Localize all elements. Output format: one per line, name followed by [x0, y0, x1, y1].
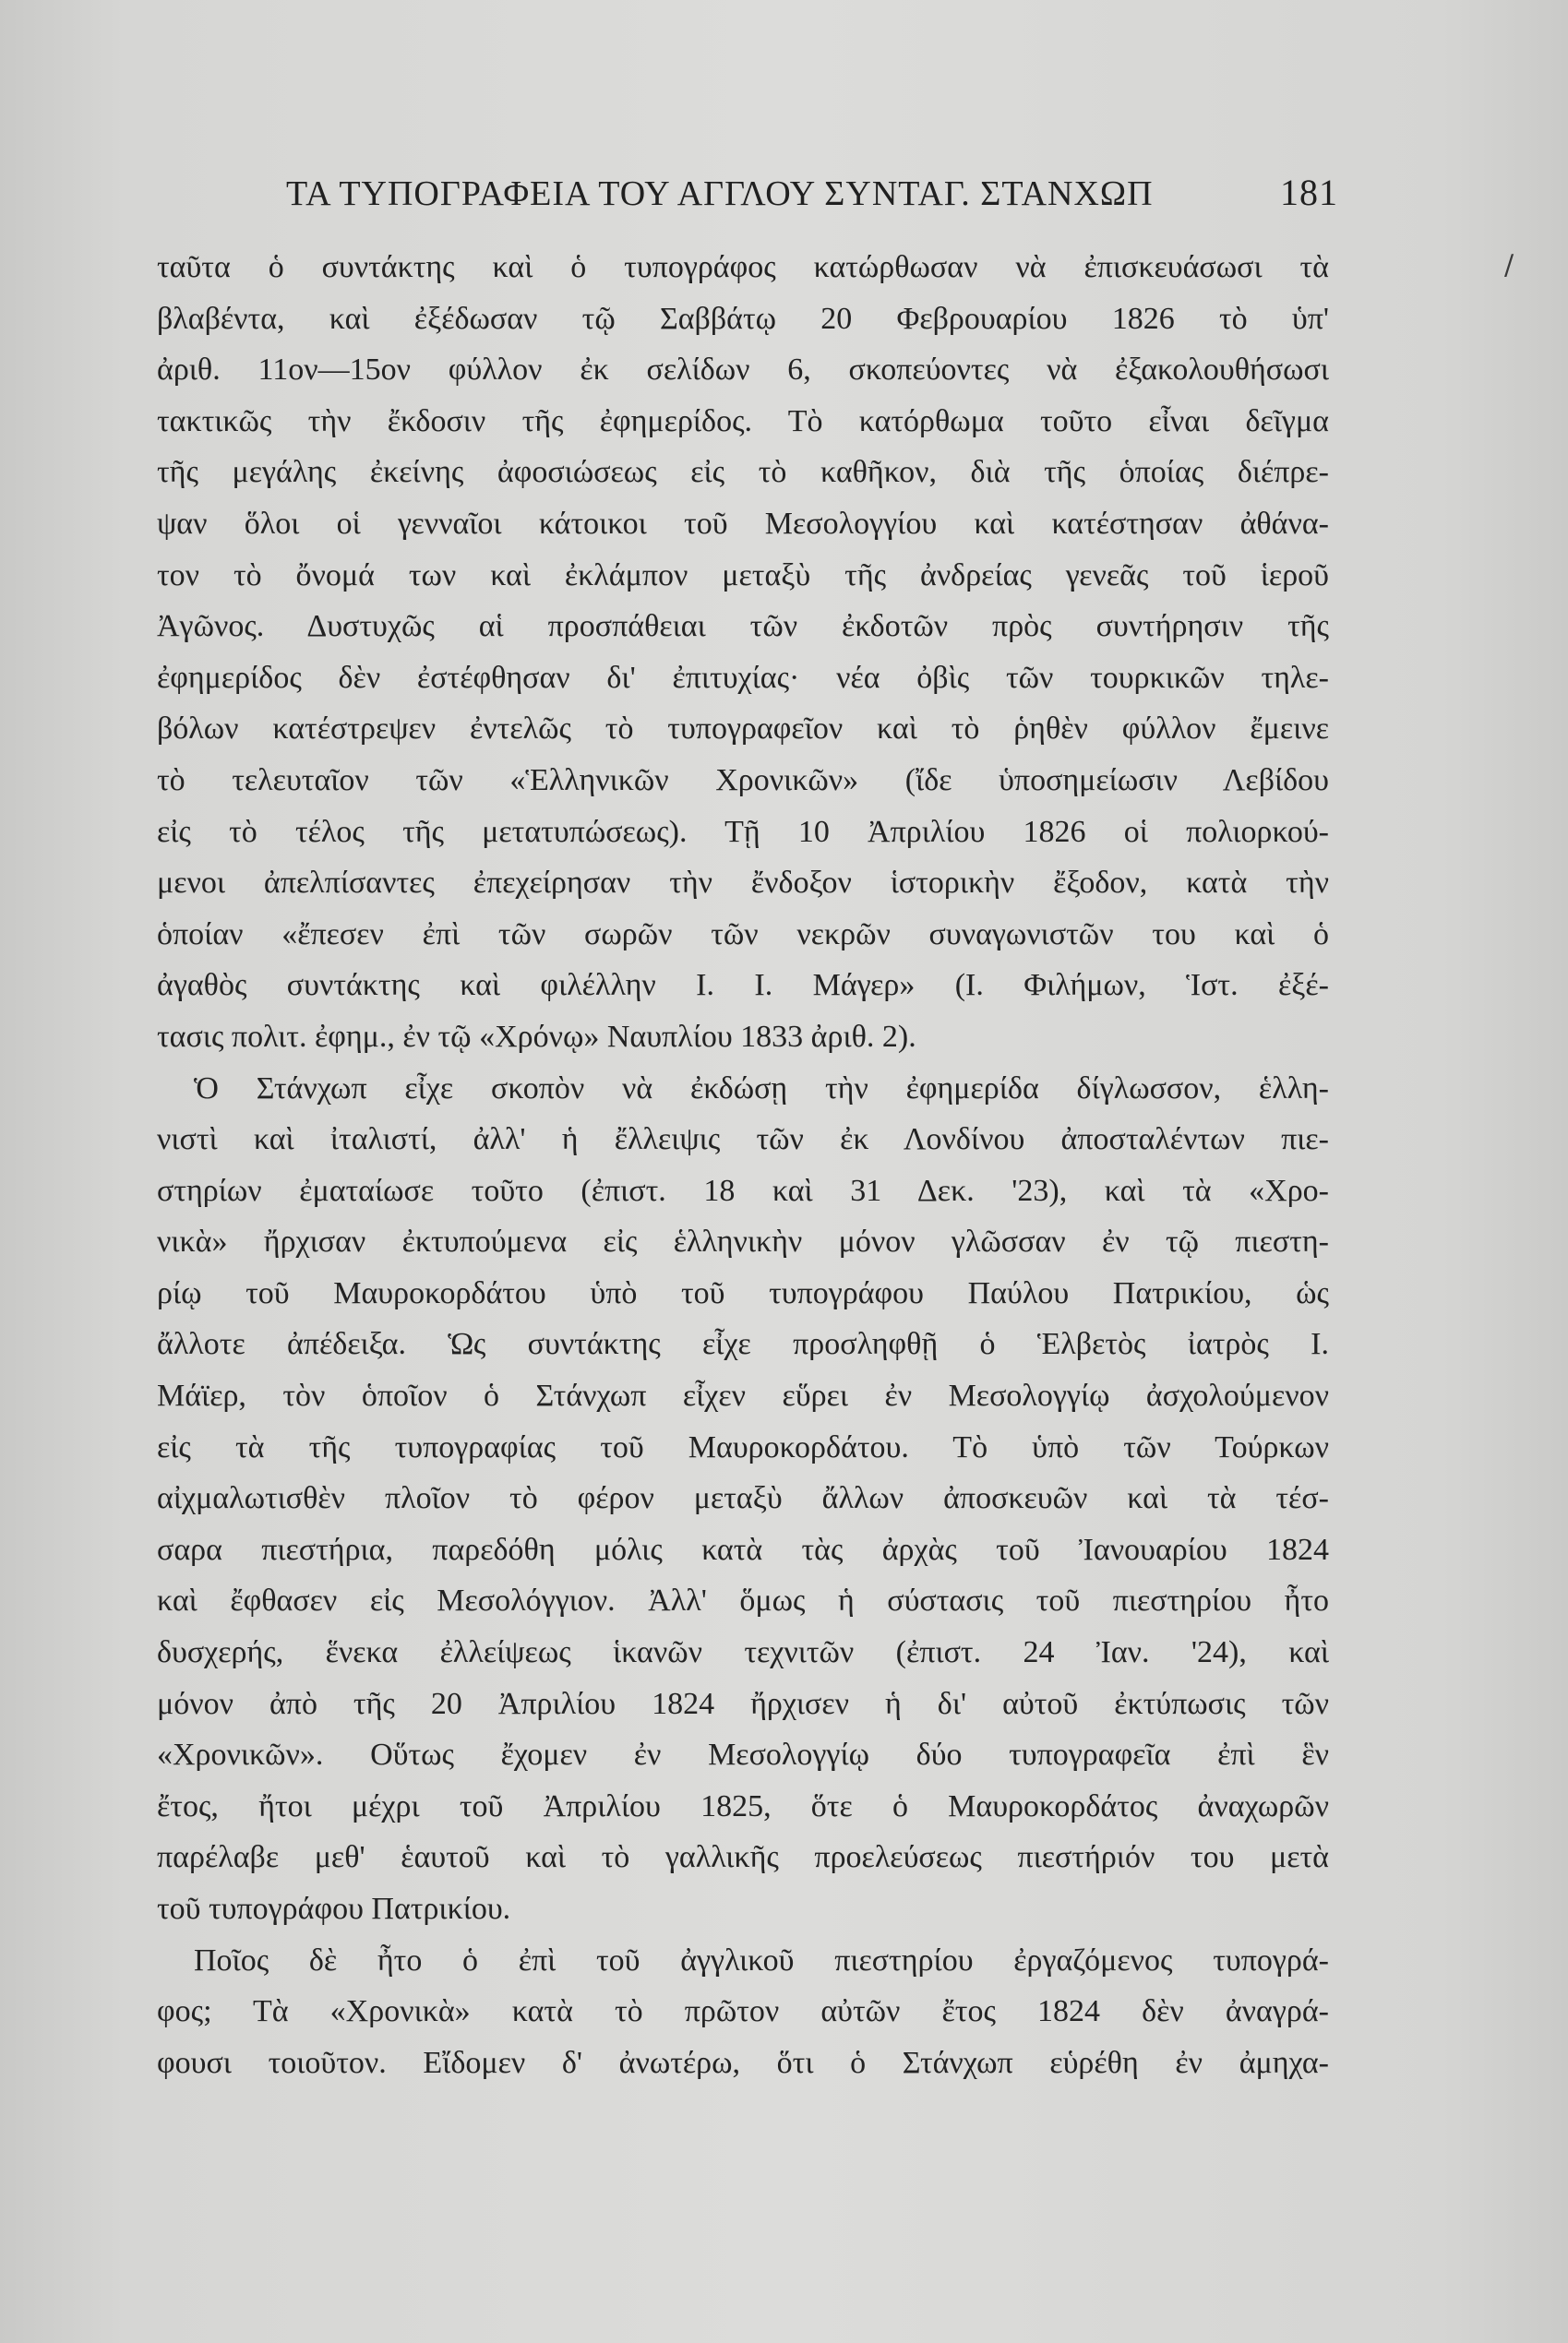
- text-line: Ποῖος δὲ ἦτο ὁ ἐπὶ τοῦ ἀγγλικοῦ πιεστηρίου ἐργαζόμενος τυπογρά-: [194, 1943, 1329, 1978]
- text-line: ἐφημερίδος δὲν ἐστέφθησαν δι' ἐπιτυχίας· νέα ὀβὶς τῶν τουρκικῶν τηλε-: [157, 660, 1329, 695]
- text-line: ρίῳ τοῦ Μαυροκορδάτου ὑπὸ τοῦ τυπογράφου Παύλου Πατρικίου, ὡς: [157, 1275, 1329, 1310]
- text-line: Ἀγῶνος. Δυστυχῶς αἱ προσπάθειαι τῶν ἐκδοτῶν πρὸς συντήρησιν τῆς: [157, 609, 1329, 644]
- text-line: «Χρονικῶν». Οὕτως ἔχομεν ἐν Μεσολογγίῳ δύο τυπογραφεῖα ἐπὶ ἓν: [157, 1738, 1329, 1773]
- text-line: εἰς τὰ τῆς τυπογραφίας τοῦ Μαυροκορδάτου. Τὸ ὑπὸ τῶν Τούρκων: [157, 1429, 1329, 1464]
- text-line: ψαν ὅλοι οἱ γενναῖοι κάτοικοι τοῦ Μεσολογγίου καὶ κατέστησαν ἀθάνα-: [157, 506, 1329, 541]
- text-line: νιστὶ καὶ ἰταλιστί, ἀλλ' ἡ ἔλλειψις τῶν ἐκ Λονδίνου ἀποσταλέντων πιε-: [157, 1122, 1329, 1157]
- text-line: ἔτος, ἤτοι μέχρι τοῦ Ἀπριλίου 1825, ὅτε ὁ Μαυροκορδάτος ἀναχωρῶν: [157, 1788, 1329, 1823]
- text-line: ὁποίαν «ἔπεσεν ἐπὶ τῶν σωρῶν τῶν νεκρῶν συναγωνιστῶν του καὶ ὁ: [157, 916, 1329, 951]
- body-text: [157, 242, 1329, 2088]
- margin-mark: /: [1504, 249, 1514, 281]
- text-line: βόλων κατέστρεψεν ἐντελῶς τὸ τυπογραφεῖον καὶ τὸ ῥηθὲν φύλλον ἔμεινε: [157, 711, 1329, 747]
- text-line: Μάϊερ, τὸν ὁποῖον ὁ Στάνχωπ εἶχεν εὕρει ἐν Μεσολογγίῳ ἀσχολούμενον: [157, 1379, 1329, 1414]
- text-line: τῆς μεγάλης ἐκείνης ἀφοσιώσεως εἰς τὸ καθῆκον, διὰ τῆς ὁποίας διέπρε-: [157, 455, 1329, 490]
- text-line: τὸ τελευταῖον τῶν «Ἑλληνικῶν Χρονικῶν» (ἴδε ὑποσημείωσιν Λεβίδου: [157, 762, 1329, 797]
- running-title: ΤΑ ΤΥΠΟΓΡΑΦΕΙΑ ΤΟΥ ΑΓΓΛΟΥ ΣΥΝΤΑΓ. ΣΤΑΝΧΩΠ: [286, 174, 1154, 213]
- running-header: [286, 171, 1338, 226]
- text-line: ταῦτα ὁ συντάκτης καὶ ὁ τυπογράφος κατώρθωσαν νὰ ἐπισκευάσωσι τὰ: [157, 250, 1329, 284]
- text-line: μενοι ἀπελπίσαντες ἐπεχείρησαν τὴν ἔνδοξον ἱστορικὴν ἔξοδον, κατὰ τὴν: [157, 866, 1329, 901]
- text-line: σαρα πιεστήρια, παρεδόθη μόλις κατὰ τὰς ἀρχὰς τοῦ Ἰανουαρίου 1824: [157, 1532, 1329, 1567]
- text-line: ἀριθ. 11ον—15ον φύλλον ἐκ σελίδων 6, σκοπεύοντες νὰ ἐξακολουθήσωσι: [157, 353, 1329, 388]
- text-line: ἄλλοτε ἀπέδειξα. Ὡς συντάκτης εἶχε προσληφθῇ ὁ Ἑλβετὸς ἰατρὸς Ι.: [157, 1327, 1329, 1362]
- page-number: 181: [1280, 172, 1338, 213]
- text-line: φος; Τὰ «Χρονικὰ» κατὰ τὸ πρῶτον αὐτῶν ἔτος 1824 δὲν ἀναγρά-: [157, 1994, 1329, 2029]
- text-line: τακτικῶς τὴν ἔκδοσιν τῆς ἐφημερίδος. Τὸ κατόρθωμα τοῦτο εἶναι δεῖγμα: [157, 403, 1329, 438]
- text-line: τασις πολιτ. ἐφημ., ἐν τῷ «Χρόνῳ» Ναυπλίου 1833 ἀριθ. 2).: [157, 1019, 916, 1054]
- text-line: καὶ ἔφθασεν εἰς Μεσολόγγιον. Ἀλλ' ὅμως ἡ σύστασις τοῦ πιεστηρίου ἦτο: [157, 1584, 1329, 1619]
- text-line: βλαβέντα, καὶ ἐξέδωσαν τῷ Σαββάτῳ 20 Φεβρουαρίου 1826 τὸ ὑπ': [157, 301, 1329, 336]
- text-line: στηρίων ἐματαίωσε τοῦτο (ἐπιστ. 18 καὶ 31 Δεκ. '23), καὶ τὰ «Χρο-: [157, 1173, 1329, 1208]
- text-line: φουσι τοιοῦτον. Εἴδομεν δ' ἀνωτέρω, ὅτι ὁ Στάνχωπ εὑρέθη ἐν ἀμηχα-: [157, 2045, 1329, 2080]
- text-line: τοῦ τυπογράφου Πατρικίου.: [157, 1892, 511, 1926]
- text-line: αἰχμαλωτισθὲν πλοῖον τὸ φέρον μεταξὺ ἄλλων ἀποσκευῶν καὶ τὰ τέσ-: [157, 1481, 1329, 1516]
- text-line: νικὰ» ἤρχισαν ἐκτυπούμενα εἰς ἑλληνικὴν μόνον γλῶσσαν ἐν τῷ πιεστη-: [157, 1225, 1329, 1260]
- text-line: ἀγαθὸς συντάκτης καὶ φιλέλλην Ι. Ι. Μάγερ» (Ι. Φιλήμων, Ἱστ. ἐξέ-: [157, 968, 1329, 1003]
- text-line: παρέλαβε μεθ' ἑαυτοῦ καὶ τὸ γαλλικῆς προελεύσεως πιεστήριόν του μετὰ: [157, 1840, 1329, 1875]
- text-line: Ὁ Στάνχωπ εἶχε σκοπὸν νὰ ἐκδώσῃ τὴν ἐφημερίδα δίγλωσσον, ἑλλη-: [194, 1070, 1329, 1106]
- text-line: δυσχερής, ἕνεκα ἐλλείψεως ἱκανῶν τεχνιτῶν (ἐπιστ. 24 Ἰαν. '24), καὶ: [157, 1635, 1329, 1670]
- text-line: εἰς τὸ τέλος τῆς μετατυπώσεως). Τῇ 10 Ἀπριλίου 1826 οἱ πολιορκού-: [157, 814, 1329, 849]
- text-line: τον τὸ ὄνομά των καὶ ἐκλάμπον μεταξὺ τῆς ἀνδρείας γενεᾶς τοῦ ἱεροῦ: [157, 557, 1329, 592]
- text-line: μόνον ἀπὸ τῆς 20 Ἀπριλίου 1824 ἤρχισεν ἡ δι' αὐτοῦ ἐκτύπωσις τῶν: [157, 1686, 1329, 1721]
